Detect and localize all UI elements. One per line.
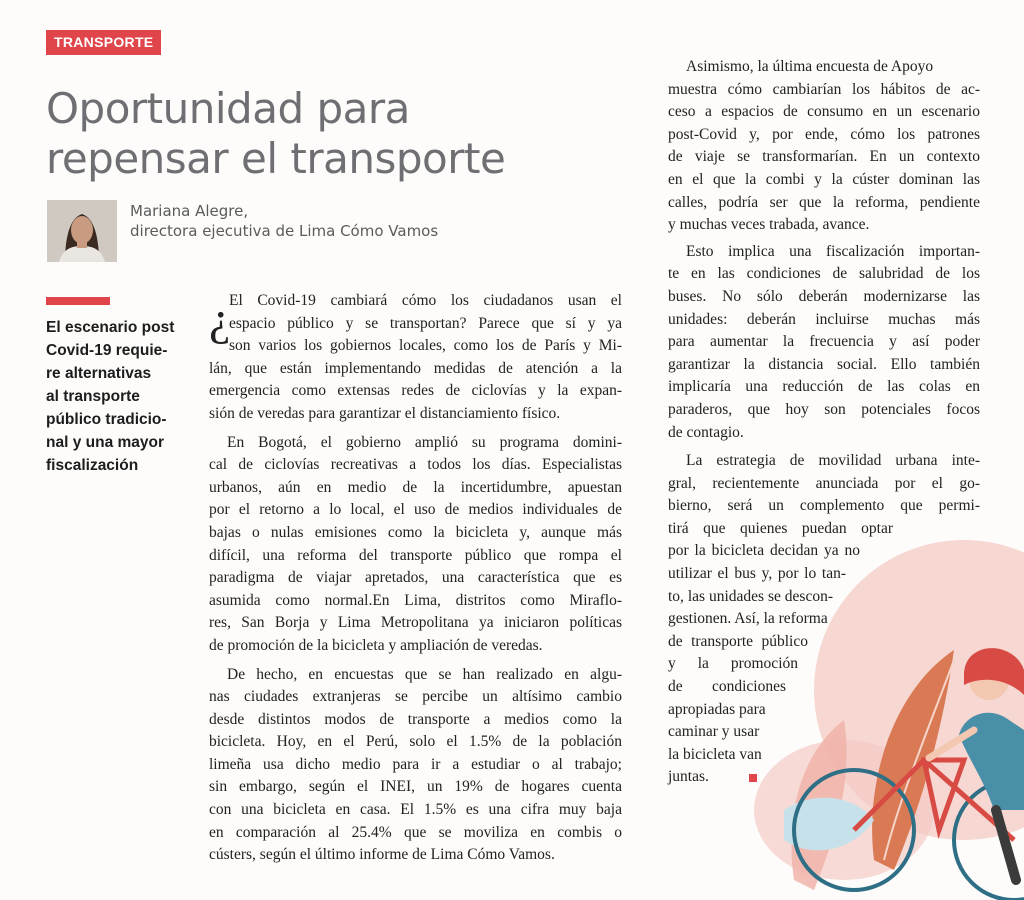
body-line: espacio público y se transportan? Parece que sí y ya xyxy=(229,314,622,332)
body-line: bierno, será un complemento que permi- xyxy=(668,497,980,515)
pull-quote-line: al transporte xyxy=(46,388,140,405)
body-line: to, las unidades se descon- xyxy=(668,587,833,605)
body-line: Esto implica una fiscalización importan- xyxy=(686,242,980,260)
pull-quote-line: re alternativas xyxy=(46,365,152,382)
body-line: limeña usa dicho medio para ir a estudiar o al trabajo; xyxy=(209,755,622,773)
body-line: caminar y usar xyxy=(668,723,760,741)
body-line: por el retorno a lo local, el uso de medios individuales de xyxy=(209,501,622,519)
author-photo xyxy=(47,200,117,262)
body-line: de viaje se transformarían. En un contexto xyxy=(668,148,980,166)
pull-quote-line: El escenario post xyxy=(46,319,175,336)
body-line: en el que la combi y la cúster dominan las xyxy=(668,170,980,188)
body-line: muestra cómo cambiarían los hábitos de ac- xyxy=(668,80,980,98)
body-line: De hecho, en encuestas que se han realizado en algu- xyxy=(227,665,622,683)
body-line: ceso a espacios de consumo en un escenario xyxy=(668,103,980,121)
author-role: directora ejecutiva de Lima Cómo Vamos xyxy=(130,222,439,240)
author-name: Mariana Alegre, xyxy=(130,202,249,220)
body-line: por la bicicleta decidan ya no xyxy=(668,542,860,560)
body-line: de contagio. xyxy=(668,423,744,441)
body-line: cústers, según el último informe de Lima Cómo Vamos. xyxy=(209,846,555,864)
body-line: utilizar el bus y, por lo tan- xyxy=(668,565,846,583)
body-line: sin embargo, según el INEI, un 19% de hogares cuenta xyxy=(209,778,622,796)
body-line: implicaría una reducción de las colas en xyxy=(668,378,980,396)
body-line: garantizar la distancia social. Ello también xyxy=(668,355,980,373)
body-line: desde distintos modos de transporte a medios como la xyxy=(209,710,622,728)
body-line: en comparación al 25.4% que se moviliza en combis o xyxy=(209,823,622,841)
body-line: tirá que quienes puedan optar xyxy=(668,519,893,537)
section-tag: TRANSPORTE xyxy=(46,30,161,55)
body-line: unidades: deberán incluirse muchas más xyxy=(668,310,980,328)
body-line: Asimismo, la última encuesta de Apoyo xyxy=(686,58,934,75)
body-line: calles, podría ser que la reforma, pendiente xyxy=(668,193,980,211)
headline xyxy=(46,84,646,184)
body-line: apropiadas para xyxy=(668,700,766,718)
body-line: difícil, una reforma del transporte público que rompa el xyxy=(209,546,622,564)
body-line: de transporte público xyxy=(668,632,808,650)
body-line: lán, que están implementando medidas de atención a la xyxy=(209,359,622,377)
headline-line-2: repensar el transporte xyxy=(46,134,506,183)
pull-quote-line: público tradicio- xyxy=(46,411,167,428)
body-line: te en las condiciones de salubridad de los xyxy=(668,265,980,283)
end-mark xyxy=(749,774,757,782)
body-line: asumida como normal.En Lima, distritos como Miraflo- xyxy=(209,591,622,609)
body-line-end xyxy=(668,766,980,789)
body-line: cal de ciclovías recreativas a todos los días. Especialistas xyxy=(209,456,622,474)
body-line: de condiciones xyxy=(668,678,786,696)
body-line: juntas. xyxy=(668,768,709,786)
body-line: bicicleta. Hoy, en el Perú, solo el 1.5% de la población xyxy=(209,733,622,751)
article-column-right xyxy=(668,56,980,789)
body-line: En Bogotá, el gobierno amplió su programa domini- xyxy=(227,433,622,451)
body-line: buses. No sólo deberán modernizarse las xyxy=(668,287,980,305)
body-line: emergencia como extensas redes de ciclovías y la expan- xyxy=(209,382,622,400)
body-line: La estrategia de movilidad urbana inte- xyxy=(686,452,980,470)
body-line: y muchas veces trabada, avance. xyxy=(668,216,870,234)
pull-quote-line: fiscalización xyxy=(46,457,139,474)
body-line: para aumentar la frecuencia y así poder xyxy=(668,333,980,351)
body-line: de promoción de la bicicleta y ampliación de veredas. xyxy=(209,636,543,654)
body-line: res, San Borja y Lima Metropolitana ya iniciaron políticas xyxy=(209,614,622,632)
body-line: sión de veredas para garantizar el distanciamiento físico. xyxy=(209,404,561,422)
body-line: urbanos, aún en medio de la incertidumbre, apuestan xyxy=(209,478,622,496)
body-line: gestionen. Así, la reforma xyxy=(668,610,828,628)
body-line: bajas o nulas emisiones como la bicicleta y, aunque más xyxy=(209,523,622,541)
pull-quote-line: Covid-19 requie- xyxy=(46,342,168,359)
drop-cap: ¿ xyxy=(209,292,231,345)
body-line: y la promoción xyxy=(668,655,798,673)
body-line: la bicicleta van xyxy=(668,745,762,763)
body-line: gral, recientemente anunciada por el go- xyxy=(668,474,980,492)
pull-quote-bar xyxy=(46,297,110,305)
body-line: con una bicicleta en casa. El 1.5% es una cifra muy baja xyxy=(209,801,622,819)
body-line: paradigma de viajar apretados, una característica que es xyxy=(209,569,622,587)
headline-line-1: Oportunidad para xyxy=(46,84,410,133)
article-column-middle xyxy=(209,290,622,867)
body-line: son varios los gobiernos locales, como los de París y Mi- xyxy=(229,337,622,355)
body-line: post-Covid y, por ende, cómo los patrones xyxy=(668,125,980,143)
pull-quote xyxy=(46,316,206,477)
body-line: El Covid-19 cambiará cómo los ciudadanos usan el xyxy=(229,292,622,309)
pull-quote-line: nal y una mayor xyxy=(46,434,165,451)
body-line: nas ciudades extranjeras se percibe un altísimo cambio xyxy=(209,688,622,706)
body-line: paraderos, que hoy son potenciales focos xyxy=(668,400,980,418)
